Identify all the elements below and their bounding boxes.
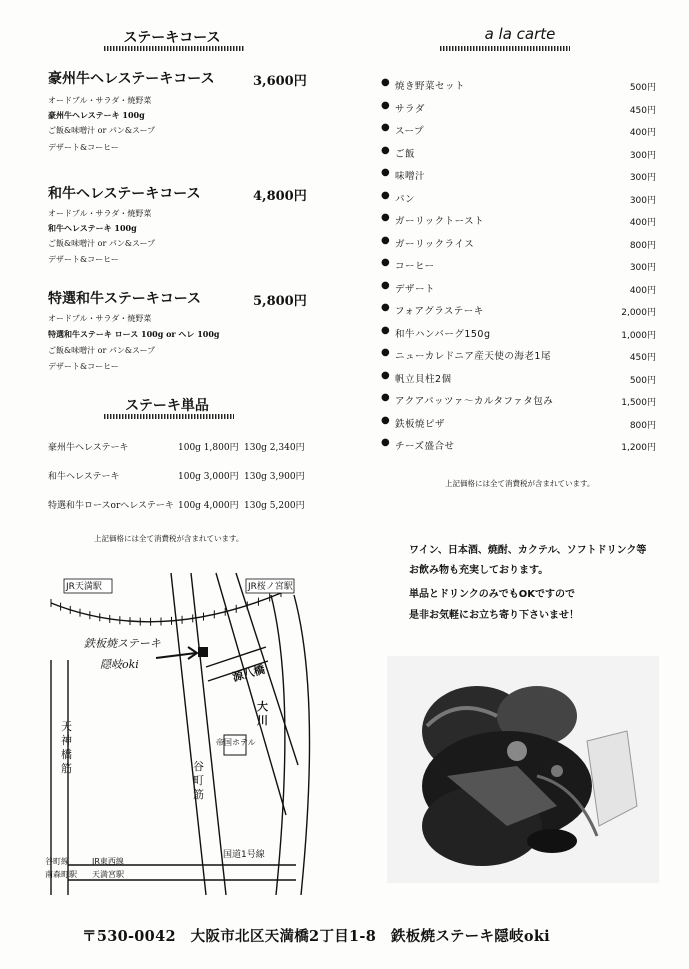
course-name-3: 特選和牛ステーキコース bbox=[48, 291, 202, 307]
carte-item-name: 鉄板焼ピザ bbox=[395, 418, 446, 430]
map-teikoku-hotel: 帝国ホテル bbox=[216, 738, 256, 747]
bullet-icon: ● bbox=[381, 302, 390, 313]
carte-item-price: 400円 bbox=[629, 128, 656, 138]
carte-item-name: コーヒー bbox=[395, 261, 435, 272]
course-2-line-2: 和牛ヘレステーキ 100g bbox=[48, 223, 137, 233]
course-3-line-2: 特選和牛ステーキ ロース 100g or ヘレ 100g bbox=[48, 329, 220, 339]
carte-item bbox=[381, 190, 656, 208]
bullet-icon: ● bbox=[381, 437, 390, 448]
carte-item bbox=[381, 100, 656, 118]
single-130g-1: 130g 2,340円 bbox=[244, 443, 305, 453]
carte-item bbox=[381, 437, 656, 455]
carte-item-price: 500円 bbox=[629, 375, 656, 386]
single-name-1: 豪州牛ヘレステーキ bbox=[48, 443, 129, 453]
course-1-line-3: ご飯&味噌汁 or パン&スープ bbox=[48, 126, 156, 135]
carte-item-price: 300円 bbox=[629, 173, 656, 183]
drinks-line-2: お飲み物も充実しております。 bbox=[409, 565, 549, 576]
carte-item-price: 400円 bbox=[629, 218, 656, 228]
map-osaka-tenmangu: 天満宮駅 bbox=[92, 870, 124, 879]
carte-item-name: パン bbox=[395, 193, 416, 205]
carte-item-price: 1,500円 bbox=[621, 398, 656, 408]
carte-item-price: 400円 bbox=[629, 285, 656, 296]
bullet-icon: ● bbox=[381, 414, 390, 426]
single-name-2: 和牛ヘレステーキ bbox=[48, 472, 120, 482]
carte-item-name: 和牛ハンバーグ150g bbox=[395, 328, 491, 340]
course-1-line-4: デザート&コーヒー bbox=[48, 143, 119, 152]
bullet-icon: ● bbox=[381, 369, 390, 381]
map-shop-label-1: 鉄板焼ステーキ bbox=[84, 637, 161, 650]
map-genpachi-bridge: 源八橋 bbox=[231, 662, 267, 685]
carte-item-price: 800円 bbox=[629, 240, 656, 251]
map-tenjinbashi: 天神橋筋 bbox=[61, 720, 72, 775]
carte-item bbox=[381, 212, 656, 230]
a-la-carte-underline bbox=[440, 46, 570, 51]
carte-item-price: 450円 bbox=[629, 353, 656, 363]
carte-item-price: 500円 bbox=[629, 83, 656, 93]
single-name-3: 特選和牛ロースorヘレステーキ bbox=[48, 501, 174, 511]
course-2-line-1: オードブル・サラダ・焼野菜 bbox=[48, 209, 152, 218]
bullet-icon: ● bbox=[381, 324, 390, 336]
carte-item-name: 焼き野菜セット bbox=[395, 81, 466, 92]
tanimachi-street-left bbox=[171, 573, 206, 895]
okawa-river-right bbox=[294, 595, 310, 895]
course-1-line-1: オードブル・サラダ・焼野菜 bbox=[48, 96, 152, 105]
single-tax-note: 上記価格には全て消費税が含まれています。 bbox=[94, 534, 244, 543]
bullet-icon: ● bbox=[381, 144, 390, 156]
bullet-icon: ● bbox=[381, 392, 390, 403]
carte-item-name: ニューカレドニア産天使の海老1尾 bbox=[395, 351, 551, 362]
course-price-1: 3,600円 bbox=[253, 74, 307, 89]
map-jr-sakuranomiya: JR桜ノ宮駅 bbox=[248, 582, 293, 592]
carte-item bbox=[381, 415, 656, 433]
carte-item-price: 1,200円 bbox=[621, 443, 656, 453]
carte-item bbox=[381, 257, 656, 275]
map-jr-tenma: JR天満駅 bbox=[66, 582, 102, 592]
steak-course-underline bbox=[104, 46, 244, 51]
carte-item-price: 300円 bbox=[629, 195, 656, 206]
dish-photo-illustration bbox=[387, 656, 659, 883]
course-3-line-3: ご飯&味噌汁 or パン&スープ bbox=[48, 346, 156, 355]
carte-item-name: チーズ盛合せ bbox=[395, 441, 455, 452]
carte-item-name: アクアパッツァ～カルタファタ包み bbox=[395, 396, 554, 407]
carte-item-name: ガーリックライス bbox=[395, 238, 475, 250]
carte-item-name: デザート bbox=[395, 283, 436, 295]
bullet-icon: ● bbox=[381, 234, 390, 246]
drinks-line-1: ワイン、日本酒、焼酎、カクテル、ソフトドリンク等 bbox=[409, 545, 647, 556]
carte-item-name: サラダ bbox=[395, 103, 425, 115]
carte-item-price: 2,000円 bbox=[621, 308, 656, 318]
course-name-2: 和牛ヘレステーキコース bbox=[48, 186, 201, 202]
course-price-3: 5,800円 bbox=[253, 294, 307, 309]
carte-item bbox=[381, 302, 656, 320]
shop-marker bbox=[198, 647, 208, 657]
course-1-line-2: 豪州牛ヘレステーキ 100g bbox=[48, 110, 145, 120]
single-100g-3: 100g 4,000円 bbox=[178, 501, 239, 511]
map-jr-tozai: JR東西線 bbox=[92, 857, 124, 866]
course-2-line-4: デザート&コーヒー bbox=[48, 255, 119, 264]
tanimachi-street-right bbox=[191, 573, 226, 895]
bullet-icon: ● bbox=[381, 189, 390, 201]
map-tanimachi-line: 谷町線 bbox=[45, 857, 69, 866]
course-3-line-4: デザート&コーヒー bbox=[48, 362, 119, 371]
carte-item-name: フォアグラステーキ bbox=[395, 306, 484, 317]
bullet-icon: ● bbox=[381, 212, 390, 223]
carte-item-price: 450円 bbox=[629, 105, 656, 116]
carte-item-price: 800円 bbox=[629, 420, 656, 431]
bullet-icon: ● bbox=[381, 347, 390, 358]
carte-item bbox=[381, 122, 656, 140]
single-100g-1: 100g 1,800円 bbox=[178, 443, 239, 453]
carte-item-price: 1,000円 bbox=[621, 330, 656, 341]
okawa-river-left bbox=[271, 595, 285, 895]
access-map bbox=[36, 565, 336, 895]
single-row-3 bbox=[48, 498, 305, 511]
carte-item bbox=[381, 370, 656, 388]
bullet-icon: ● bbox=[381, 122, 390, 133]
drinks-line-4: 是非お気軽にお立ち寄り下さいませ！ bbox=[409, 610, 579, 621]
steak-course-title: ステーキコース bbox=[123, 30, 221, 46]
dish-photo bbox=[387, 656, 659, 883]
map-minamimorimachi: 南森町駅 bbox=[45, 870, 77, 879]
postal-mark: 〒 bbox=[82, 928, 97, 945]
footer-address: 530-0042 大阪市北区天満橋2丁目1-8 鉄板焼ステーキ隠岐oki bbox=[96, 928, 550, 945]
bullet-icon: ● bbox=[381, 77, 390, 88]
carte-item bbox=[381, 77, 656, 95]
single-100g-2: 100g 3,000円 bbox=[178, 472, 239, 482]
carte-item-name: 味噌汁 bbox=[395, 171, 426, 182]
bullet-icon: ● bbox=[381, 99, 390, 111]
single-row-1 bbox=[48, 440, 305, 453]
carte-item bbox=[381, 325, 656, 343]
steak-single-title: ステーキ単品 bbox=[125, 398, 209, 414]
carte-item-name: ガーリックトースト bbox=[395, 216, 485, 227]
carte-item bbox=[381, 235, 656, 253]
steak-single-underline bbox=[104, 414, 234, 419]
footer-address-line bbox=[82, 925, 550, 946]
carte-item-name: ご飯 bbox=[395, 148, 416, 160]
carte-item-price: 300円 bbox=[629, 150, 656, 161]
course-3-line-1: オードブル・サラダ・焼野菜 bbox=[48, 314, 152, 323]
single-row-2 bbox=[48, 469, 305, 482]
bullet-icon: ● bbox=[381, 279, 390, 291]
single-130g-2: 130g 3,900円 bbox=[244, 472, 305, 482]
carte-tax-note: 上記価格には全て消費税が含まれています。 bbox=[445, 479, 595, 488]
carte-item bbox=[381, 145, 656, 163]
map-route1: 国道1号線 bbox=[223, 847, 265, 860]
map-shop-label-2: 隠岐oki bbox=[100, 658, 139, 671]
carte-item bbox=[381, 392, 656, 410]
drinks-line-3: 単品とドリンクのみでもOKですので bbox=[409, 589, 576, 600]
carte-item-price: 300円 bbox=[629, 263, 656, 273]
course-name-1: 豪州牛ヘレステーキコース bbox=[48, 71, 215, 87]
map-okawa: 大川 bbox=[257, 700, 268, 727]
carte-item bbox=[381, 280, 656, 298]
map-tanimachi: 谷町筋 bbox=[193, 760, 204, 801]
single-130g-3: 130g 5,200円 bbox=[244, 501, 305, 511]
course-price-2: 4,800円 bbox=[253, 189, 307, 204]
a-la-carte-title: a la carte bbox=[484, 25, 556, 43]
carte-item bbox=[381, 347, 656, 365]
bullet-icon: ● bbox=[381, 257, 390, 268]
carte-item-name: スープ bbox=[395, 126, 425, 137]
carte-item-name: 帆立貝柱2個 bbox=[395, 373, 452, 385]
bullet-icon: ● bbox=[381, 167, 390, 178]
carte-item bbox=[381, 167, 656, 185]
course-2-line-3: ご飯&味噌汁 or パン&スープ bbox=[48, 239, 156, 248]
